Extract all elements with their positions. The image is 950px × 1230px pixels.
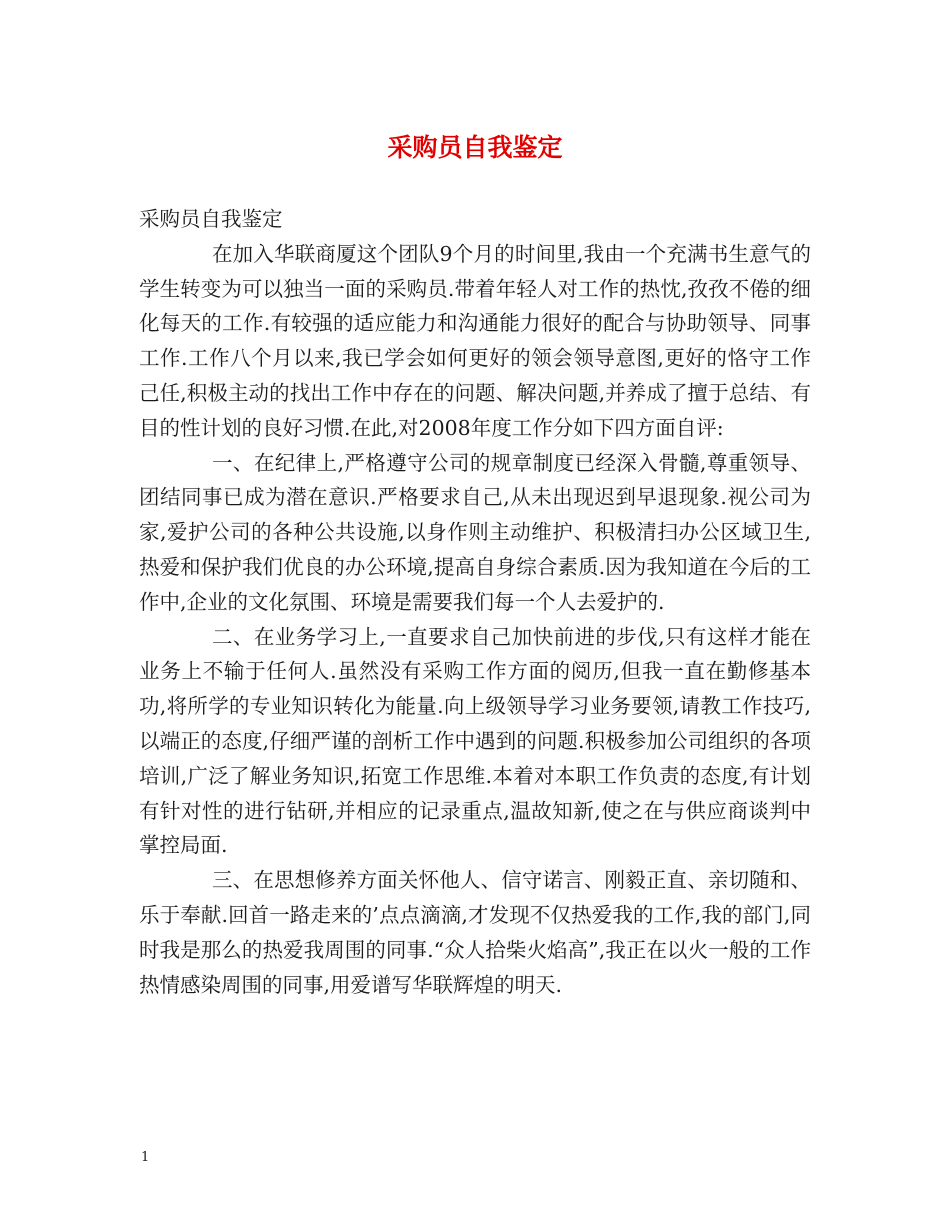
paragraph-intro: 在加入华联商厦这个团队9个月的时间里,我由一个充满书生意气的学生转变为可以独当一面的采购员.带着年轻人对工作的热忱,孜孜不倦的细化每天的工作.有较强的适应能力和沟通能力很好的配合与协助领导、同事工作.工作八个月以来,我已学会如何更好的领会领导意图,更好的恪守工作己任,积极主动的找出工作中存在的问题、解决问题,并养成了擅于总结、有目的性计划的良好习惯.在此,对2008年度工作分如下四方面自评: (139, 241, 811, 440)
paragraph-business-study: 二、在业务学习上,一直要求自己加快前进的步伐,只有这样才能在业务上不输于任何人.虽然没有采购工作方面的阅历,但我一直在勤修基本功,将所学的专业知识转化为能量.向上级领导学习业务要领,请教工作技巧,以端正的态度,仔细严谨的剖析工作中遇到的问题.积极参加公司组织的各项培训,广泛了解业务知识,拓宽工作思维.本着对本职工作负责的态度,有计划有针对性的进行钻研,并相应的记录重点,温故知新,使之在与供应商谈判中掌控局面. (139, 624, 811, 858)
paragraph-ideological-cultivation: 三、在思想修养方面关怀他人、信守诺言、刚毅正直、亲切随和、乐于奉献.回首一路走来的’点点滴滴,才发现不仅热爱我的工作,我的部门,同时我是那么的热爱我周围的同事.“众人拾柴火焰高”,我正在以火一般的工作热情感染周围的同事,用爱谱写华联辉煌的明天. (139, 868, 811, 997)
document-title: 采购员自我鉴定 (387, 133, 563, 162)
document-subtitle: 采购员自我鉴定 (139, 207, 283, 231)
document-body (139, 202, 811, 1002)
paragraph-discipline: 一、在纪律上,严格遵守公司的规章制度已经深入骨髓,尊重领导、团结同事已成为潜在意识.严格要求自己,从未出现迟到早退现象.视公司为家,爱护公司的各种公共设施,以身作则主动维护、积极清扫办公区域卫生,热爱和保护我们优良的办公环境,提高自身综合素质.因为我知道在今后的工作中,企业的文化氛围、环境是需要我们每一个人去爱护的. (139, 450, 811, 614)
page-number: 1 (141, 1150, 150, 1165)
